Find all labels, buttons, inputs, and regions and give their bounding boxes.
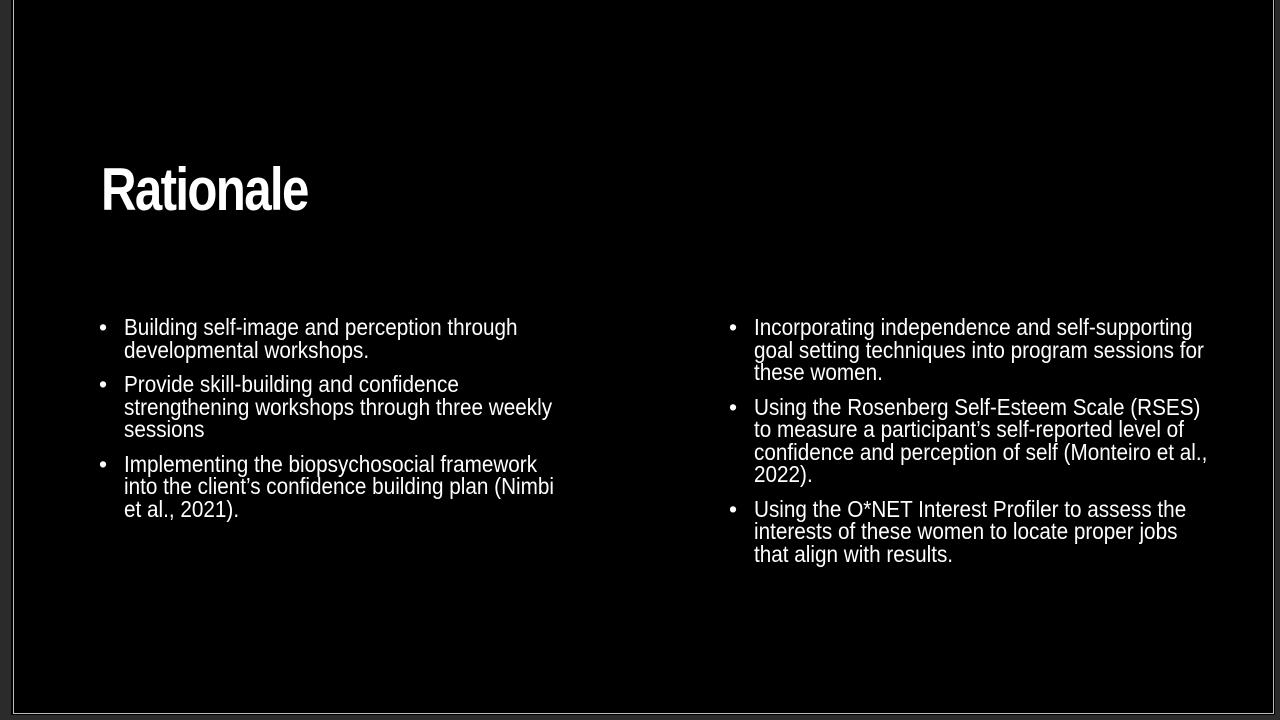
- bullet-text: Provide skill-building and confidence strengthening workshops through three weekly sessions: [124, 371, 553, 442]
- bullet-icon: •: [729, 314, 738, 340]
- bullet-text: Building self-image and perception through developmental workshops.: [124, 314, 518, 363]
- bullet-item: [99, 450, 569, 522]
- bullet-item: [99, 373, 569, 441]
- bullet-icon: •: [99, 450, 108, 477]
- bullet-text: Implementing the biopsychosocial framework into the client’s confidence building plan (Nimbi et al., 2021).: [124, 450, 554, 522]
- bullet-item: [99, 316, 569, 361]
- bullet-text: Using the O*NET Interest Profiler to assess the interests of these women to locate proper jobs that align with results.: [754, 495, 1187, 567]
- bullet-item: [729, 316, 1209, 384]
- bullet-text: Incorporating independence and self-supporting goal setting techniques into program sessions for these women.: [754, 314, 1204, 385]
- bullet-icon: •: [729, 393, 738, 420]
- bullet-item: [729, 393, 1209, 487]
- right-bullet-list: [729, 316, 1209, 577]
- bullet-icon: •: [99, 314, 108, 340]
- bullet-icon: •: [99, 371, 108, 397]
- slide-title: Rationale: [101, 156, 308, 223]
- bullet-icon: •: [729, 495, 738, 522]
- left-bullet-list: [99, 316, 569, 532]
- bullet-item: [729, 495, 1209, 567]
- bullet-text: Using the Rosenberg Self-Esteem Scale (RSES) to measure a participant’s self-reported level of confidence and perception of self (Monteiro et al., 2022).: [754, 393, 1208, 487]
